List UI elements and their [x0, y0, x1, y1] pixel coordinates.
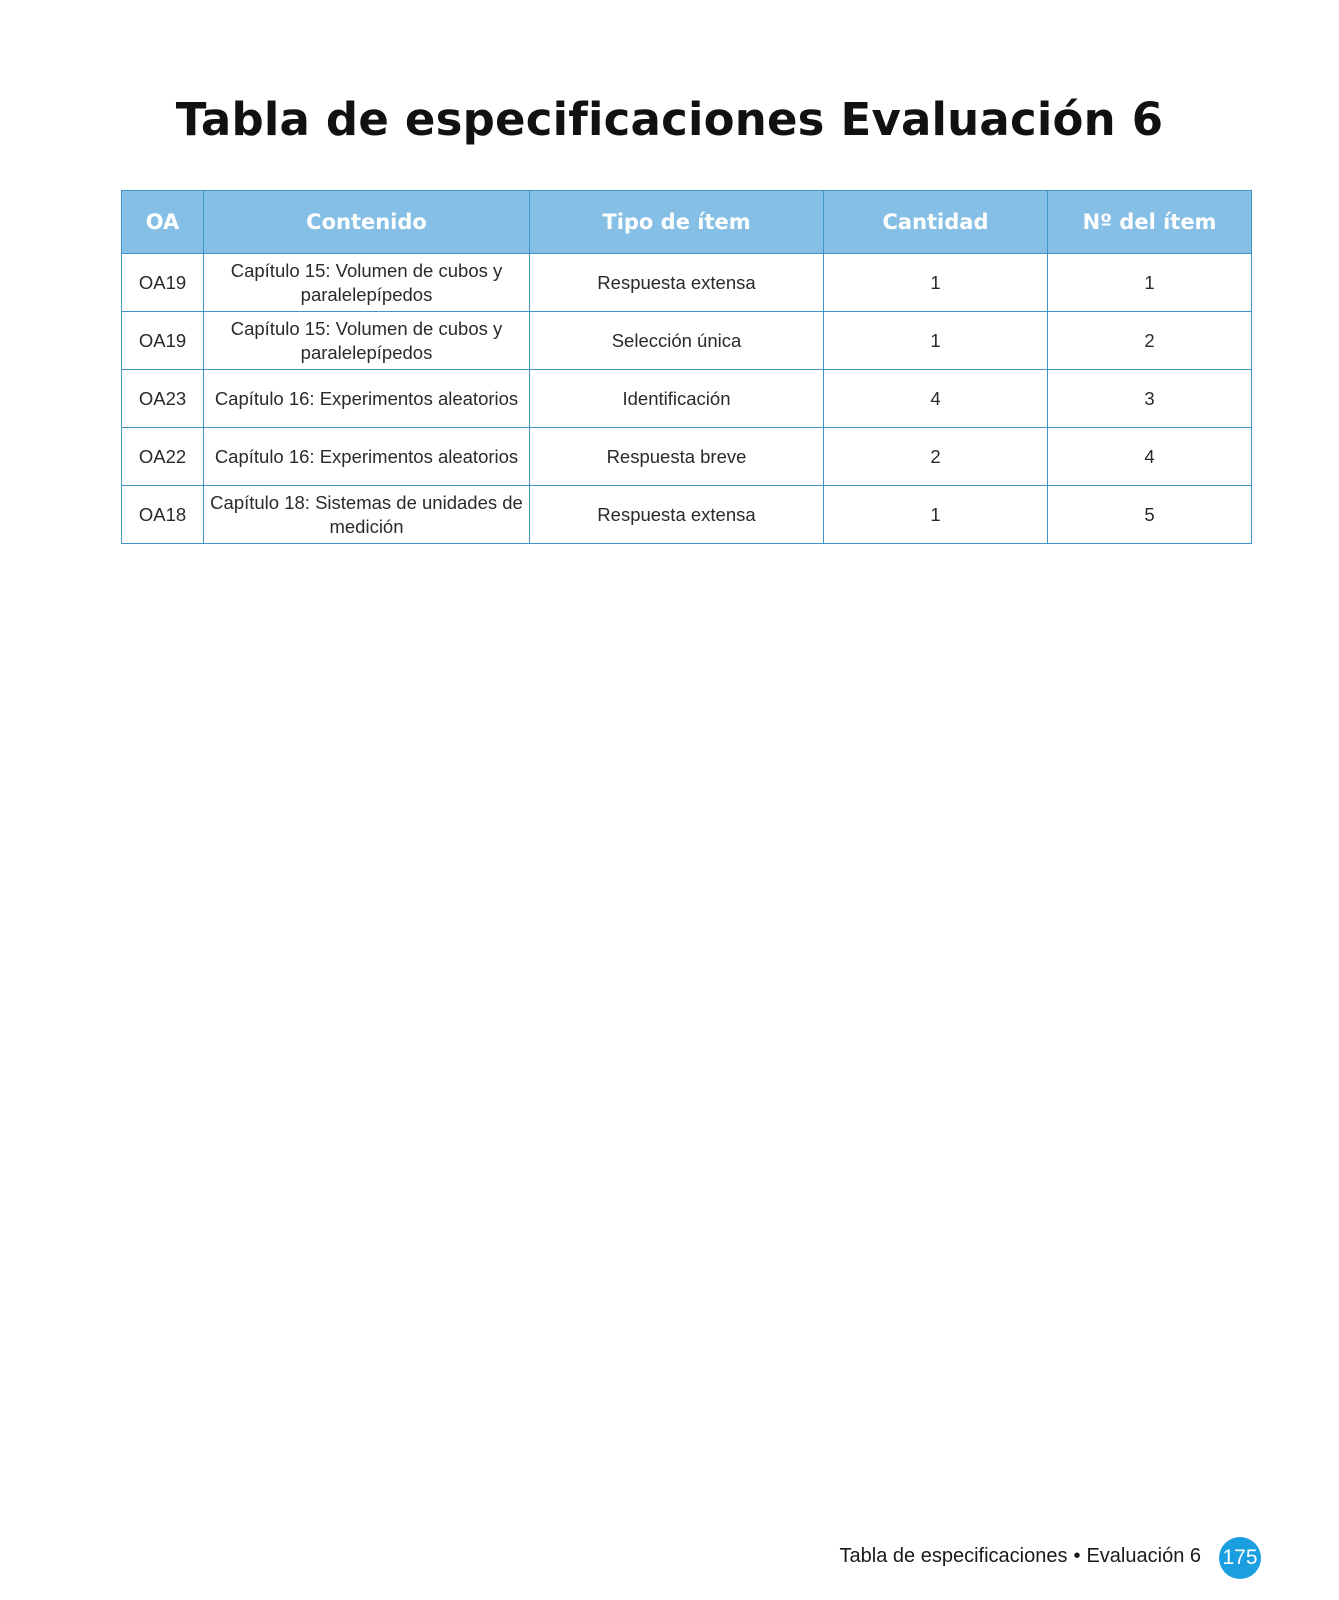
cell-contenido: Capítulo 15: Volumen de cubos y paralelepípedos [204, 254, 530, 312]
cell-contenido: Capítulo 16: Experimentos aleatorios [204, 428, 530, 486]
cell-oa: OA23 [122, 370, 204, 428]
page-title: Tabla de especificaciones Evaluación 6 [175, 93, 1164, 146]
cell-tipo-de-item: Selección única [530, 312, 824, 370]
table-row [122, 312, 1252, 370]
cell-cantidad: 1 [824, 254, 1048, 312]
column-header-cantidad: Cantidad [824, 191, 1048, 254]
cell-numero-del-item: 2 [1048, 312, 1252, 370]
column-header-tipo-de-item: Tipo de ítem [530, 191, 824, 254]
cell-oa: OA19 [122, 312, 204, 370]
cell-oa: OA22 [122, 428, 204, 486]
table-row [122, 428, 1252, 486]
cell-numero-del-item: 4 [1048, 428, 1252, 486]
cell-cantidad: 1 [824, 486, 1048, 544]
page-number-badge: 175 [1219, 1537, 1261, 1579]
cell-contenido: Capítulo 15: Volumen de cubos y paralelepípedos [204, 312, 530, 370]
column-header-contenido: Contenido [204, 191, 530, 254]
table-row [122, 370, 1252, 428]
cell-numero-del-item: 3 [1048, 370, 1252, 428]
cell-oa: OA19 [122, 254, 204, 312]
table-row [122, 486, 1252, 544]
cell-contenido: Capítulo 18: Sistemas de unidades de medición [204, 486, 530, 544]
table-header-row [122, 191, 1252, 254]
cell-cantidad: 4 [824, 370, 1048, 428]
page-footer [0, 1537, 1339, 1581]
cell-tipo-de-item: Identificación [530, 370, 824, 428]
column-header-oa: OA [122, 191, 204, 254]
cell-tipo-de-item: Respuesta breve [530, 428, 824, 486]
cell-numero-del-item: 1 [1048, 254, 1252, 312]
cell-numero-del-item: 5 [1048, 486, 1252, 544]
footer-section-label: Tabla de especificaciones [839, 1545, 1068, 1567]
footer-evaluation-label: Evaluación 6 [1086, 1545, 1201, 1567]
column-header-numero-del-item: Nº del ítem [1048, 191, 1252, 254]
footer-separator: • [1073, 1545, 1081, 1567]
specifications-table [121, 190, 1252, 544]
cell-cantidad: 1 [824, 312, 1048, 370]
table-row [122, 254, 1252, 312]
cell-tipo-de-item: Respuesta extensa [530, 486, 824, 544]
cell-contenido: Capítulo 16: Experimentos aleatorios [204, 370, 530, 428]
footer-running-title [840, 1545, 1201, 1568]
cell-tipo-de-item: Respuesta extensa [530, 254, 824, 312]
cell-cantidad: 2 [824, 428, 1048, 486]
cell-oa: OA18 [122, 486, 204, 544]
